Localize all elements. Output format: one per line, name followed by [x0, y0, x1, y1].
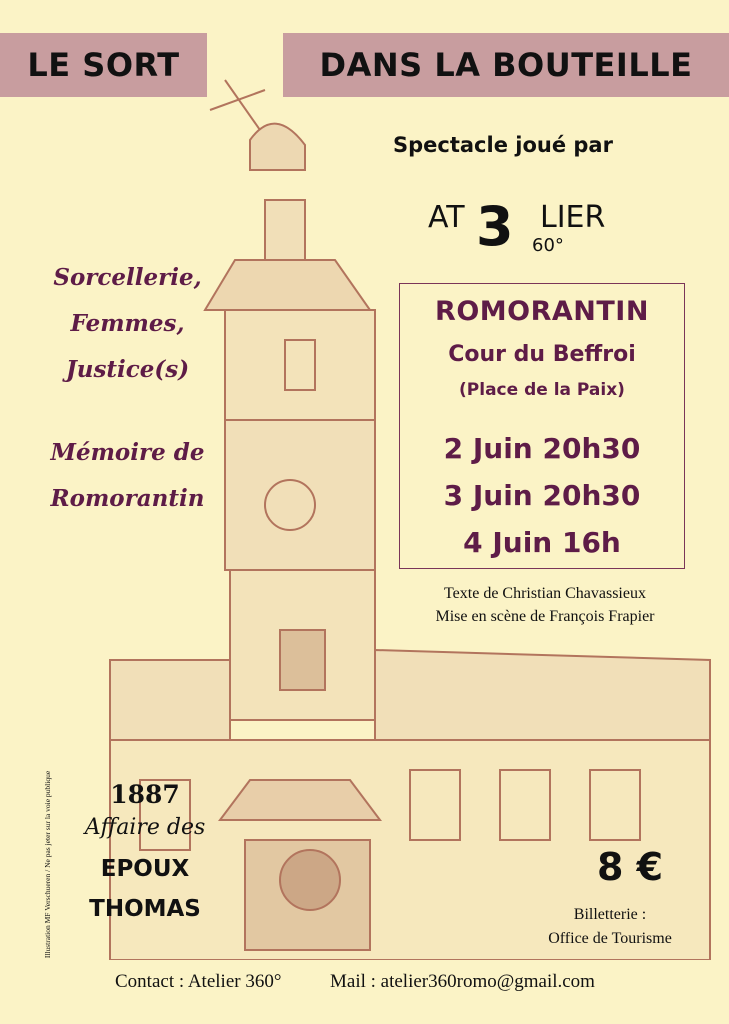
- event-venue: Cour du Beffroi: [448, 342, 636, 367]
- title-right-banner: DANS LA BOUTEILLE: [283, 33, 729, 97]
- affair-title: Affaire des: [84, 815, 206, 840]
- memory-line: Romorantin: [50, 485, 205, 512]
- memory-subtitle: [10, 430, 245, 522]
- title-left-banner: LE SORT: [0, 33, 207, 97]
- performer-intro: Spectacle joué par: [393, 133, 613, 157]
- svg-text:60°: 60°: [532, 235, 564, 255]
- contact-email[interactable]: Mail : atelier360romo@gmail.com: [330, 971, 595, 992]
- text-credit: Texte de Christian Chavassieux: [444, 585, 646, 602]
- svg-text:LIER: LIER: [540, 200, 606, 235]
- affair-year: 1887: [110, 780, 180, 809]
- ticket-office: Office de Tourisme: [548, 930, 672, 947]
- illustration-credit: [40, 745, 54, 990]
- ticket-price: 8 €: [596, 845, 664, 889]
- themes-list: [10, 255, 245, 393]
- event-info-box: [399, 283, 685, 569]
- theme-line: Justice(s): [65, 356, 190, 383]
- event-date: 2 Juin 20h30: [443, 432, 641, 465]
- illustration-credit-text: Illustration MF Verschueren / Ne pas jeter sur la voie publique: [43, 770, 52, 959]
- affair-name-2: THOMAS: [89, 896, 201, 922]
- staging-credit: Mise en scène de François Frapier: [435, 608, 655, 625]
- atelier-360-logo: [428, 195, 638, 255]
- affair-name-1: EPOUX: [100, 856, 190, 882]
- event-city: ROMORANTIN: [435, 296, 649, 327]
- svg-text:3: 3: [476, 195, 514, 255]
- contact-info: Contact : Atelier 360°: [115, 971, 282, 992]
- event-date: 3 Juin 20h30: [443, 479, 641, 512]
- ticket-label: Billetterie :: [573, 906, 647, 923]
- theme-line: Sorcellerie,: [53, 264, 202, 291]
- event-date: 4 Juin 16h: [463, 526, 621, 559]
- theme-line: Femmes,: [70, 310, 185, 337]
- memory-line: Mémoire de: [50, 439, 205, 466]
- svg-text:AT: AT: [428, 200, 465, 235]
- event-venue-subtitle: (Place de la Paix): [459, 380, 625, 400]
